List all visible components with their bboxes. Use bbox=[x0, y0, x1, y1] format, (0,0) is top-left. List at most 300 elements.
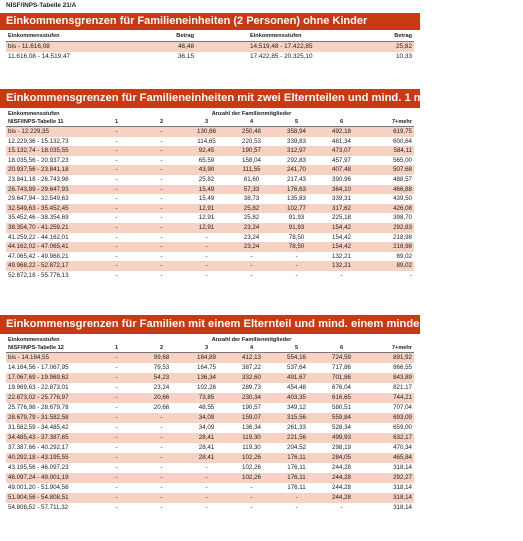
amount-cell: 407,48 bbox=[332, 166, 351, 174]
amount-cell: 23,24 bbox=[243, 233, 260, 241]
amount-cell: 707,04 bbox=[393, 403, 412, 411]
column-header: 7+mehr bbox=[391, 119, 412, 125]
amount-cell: 632,17 bbox=[393, 433, 412, 441]
amount-cell: 20,66 bbox=[153, 403, 170, 411]
amount-cell: - bbox=[115, 423, 118, 431]
table-row bbox=[6, 353, 414, 363]
amount-cell: 25,82 bbox=[396, 43, 412, 50]
amount-cell: - bbox=[115, 175, 118, 183]
amount-cell: - bbox=[115, 252, 118, 260]
amount-cell: - bbox=[250, 493, 253, 501]
amount-cell: 312,97 bbox=[287, 147, 306, 155]
amount-cell: 136,34 bbox=[242, 423, 261, 431]
amount-cell: 28,41 bbox=[198, 443, 215, 451]
amount-cell: 221,56 bbox=[287, 433, 306, 441]
amount-cell: 12,91 bbox=[198, 214, 215, 222]
amount-cell: - bbox=[160, 463, 163, 471]
amount-cell: 15,49 bbox=[198, 195, 215, 203]
amount-cell: 176,11 bbox=[287, 463, 306, 471]
amount-cell: - bbox=[160, 137, 163, 145]
amount-cell: 398,70 bbox=[393, 214, 412, 222]
table-row bbox=[6, 413, 414, 423]
amount-cell: 364,10 bbox=[332, 185, 351, 193]
amount-cell: - bbox=[115, 503, 118, 511]
amount-cell: 843,89 bbox=[393, 373, 412, 381]
amount-cell: 244,28 bbox=[332, 493, 351, 501]
amount-cell: 289,73 bbox=[242, 383, 261, 391]
amount-cell: 164,75 bbox=[197, 363, 216, 371]
income-range-cell: 38.354,70 - 41.259,21 bbox=[8, 223, 69, 231]
amount-cell: 465,84 bbox=[393, 453, 412, 461]
amount-cell: - bbox=[250, 252, 253, 260]
table-row bbox=[6, 453, 414, 463]
amount-cell: 102,26 bbox=[197, 383, 216, 391]
column-header: 4 bbox=[249, 119, 254, 125]
amount-cell: - bbox=[295, 262, 298, 270]
amount-cell: 65,59 bbox=[198, 156, 215, 164]
amount-cell: 554,16 bbox=[287, 353, 306, 361]
table-row bbox=[6, 393, 414, 403]
section2-body bbox=[6, 127, 414, 281]
income-range-cell: 54.808,52 - 57.711,32 bbox=[8, 503, 69, 511]
amount-cell: - bbox=[115, 156, 118, 164]
amount-cell: - bbox=[409, 271, 412, 279]
amount-cell: 92,45 bbox=[198, 147, 215, 155]
table-row bbox=[6, 156, 414, 166]
amount-cell: - bbox=[160, 156, 163, 164]
amount-cell: - bbox=[160, 195, 163, 203]
amount-cell: 439,50 bbox=[393, 195, 412, 203]
income-range-cell: 32.549,63 - 35.452,45 bbox=[8, 204, 69, 212]
income-range-cell: 28.679,79 - 31.582,58 bbox=[8, 413, 69, 421]
amount-cell: - bbox=[160, 423, 163, 431]
amount-cell: 317,62 bbox=[332, 204, 351, 212]
range-cell: 11.616,08 - 14.519,47 bbox=[8, 53, 71, 60]
amount-cell: 28,41 bbox=[198, 433, 215, 441]
amount-cell: 91,93 bbox=[288, 223, 305, 231]
amount-cell: 176,63 bbox=[287, 185, 306, 193]
range-cell: 17.422,85 - 20.325,10 bbox=[250, 53, 313, 60]
amount-cell: 190,57 bbox=[242, 403, 261, 411]
table-row bbox=[6, 443, 414, 453]
amount-cell: 565,00 bbox=[393, 156, 412, 164]
amount-cell: 499,93 bbox=[332, 433, 351, 441]
amount-cell: - bbox=[160, 223, 163, 231]
income-range-cell: 49.968,22 - 52.872,17 bbox=[8, 262, 69, 270]
amount-cell: 132,21 bbox=[332, 252, 351, 260]
income-range-cell: 12.229,36 - 15.132,73 bbox=[8, 137, 69, 145]
amount-cell: 89,02 bbox=[396, 262, 412, 270]
amount-cell: 73,85 bbox=[198, 393, 215, 401]
amount-cell: 426,08 bbox=[393, 204, 412, 212]
amount-cell: - bbox=[340, 503, 343, 511]
amount-cell: - bbox=[115, 195, 118, 203]
table-row bbox=[6, 165, 414, 175]
amount-cell: - bbox=[115, 473, 118, 481]
amount-cell: - bbox=[160, 214, 163, 222]
amount-cell: - bbox=[115, 443, 118, 451]
section2-table bbox=[6, 110, 414, 281]
income-range-cell: 40.292,18 - 43.195,55 bbox=[8, 453, 69, 461]
amount-cell: 315,56 bbox=[287, 413, 306, 421]
amount-cell: 261,33 bbox=[287, 423, 306, 431]
table-row bbox=[6, 503, 414, 513]
amount-cell: 217,43 bbox=[287, 175, 306, 183]
amount-cell: - bbox=[205, 252, 208, 260]
amount-cell: 244,28 bbox=[332, 473, 351, 481]
amount-cell: 866,55 bbox=[393, 363, 412, 371]
amount-cell: - bbox=[205, 233, 208, 241]
amount-cell: 48,55 bbox=[198, 403, 215, 411]
amount-cell: - bbox=[160, 443, 163, 451]
income-range-cell: 25.776,98 - 28.679,78 bbox=[8, 403, 69, 411]
amount-cell: - bbox=[115, 166, 118, 174]
column-header: 4 bbox=[249, 344, 254, 351]
header-members: Anzahl der Familienmitglieder bbox=[211, 336, 292, 343]
amount-cell: 250,48 bbox=[242, 128, 261, 135]
amount-cell: - bbox=[205, 503, 208, 511]
amount-cell: 241,70 bbox=[287, 166, 306, 174]
amount-cell: 34,09 bbox=[198, 423, 215, 431]
amount-cell: - bbox=[205, 463, 208, 471]
amount-cell: 57,33 bbox=[243, 185, 260, 193]
amount-cell: 119,30 bbox=[242, 443, 261, 451]
amount-cell: 659,00 bbox=[393, 423, 412, 431]
income-range-cell: 47.065,42 - 49.968,21 bbox=[8, 252, 69, 260]
amount-cell: 457,97 bbox=[332, 156, 351, 164]
document-header: NISF/INPS-Tabelle 21/A bbox=[6, 2, 77, 9]
amount-cell: 454,48 bbox=[287, 383, 306, 391]
amount-cell: 28,41 bbox=[198, 453, 215, 461]
income-range-cell: 44.162,02 - 47.065,41 bbox=[8, 243, 69, 251]
amount-cell: 619,75 bbox=[393, 128, 412, 135]
table-row bbox=[6, 194, 414, 204]
section3-header-row-2 bbox=[6, 344, 414, 353]
amount-cell: 693,09 bbox=[393, 413, 412, 421]
income-range-cell: 14.164,56 - 17.067,95 bbox=[8, 363, 69, 371]
amount-cell: 528,34 bbox=[332, 423, 351, 431]
header-amount-a: Betrag bbox=[176, 33, 194, 39]
income-range-cell: 29.647,94 - 32.549,63 bbox=[8, 195, 69, 203]
amount-cell: 318,14 bbox=[393, 483, 412, 491]
amount-cell: 184,89 bbox=[197, 353, 216, 361]
header-income-levels: Einkommensstufen bbox=[8, 336, 60, 343]
amount-cell: 54,23 bbox=[153, 373, 170, 381]
header-members: Anzahl der Familienmitglieder bbox=[211, 111, 292, 117]
amount-cell: 136,34 bbox=[197, 373, 216, 381]
amount-cell: 135,83 bbox=[287, 195, 306, 203]
amount-cell: 358,94 bbox=[287, 128, 306, 135]
amount-cell: 507,68 bbox=[393, 166, 412, 174]
amount-cell: - bbox=[115, 214, 118, 222]
amount-cell: 491,67 bbox=[287, 373, 306, 381]
amount-cell: - bbox=[115, 262, 118, 270]
amount-cell: - bbox=[160, 128, 163, 135]
amount-cell: 36,15 bbox=[178, 53, 194, 60]
table-row bbox=[6, 463, 414, 473]
amount-cell: - bbox=[295, 252, 298, 260]
amount-cell: - bbox=[160, 166, 163, 174]
amount-cell: 111,55 bbox=[242, 166, 261, 174]
income-range-cell: 15.132,74 - 18.035,55 bbox=[8, 147, 69, 155]
amount-cell: 10,33 bbox=[396, 53, 412, 60]
amount-cell: - bbox=[115, 147, 118, 155]
amount-cell: 244,28 bbox=[332, 483, 351, 491]
income-range-cell: 20.937,56 - 23.841,18 bbox=[8, 166, 69, 174]
amount-cell: 744,21 bbox=[393, 393, 412, 401]
amount-cell: 102,26 bbox=[242, 463, 261, 471]
amount-cell: - bbox=[160, 185, 163, 193]
amount-cell: 701,86 bbox=[332, 373, 351, 381]
amount-cell: - bbox=[115, 363, 118, 371]
amount-cell: 89,02 bbox=[396, 252, 412, 260]
section1-row bbox=[6, 42, 414, 52]
table-label: NISF/INPS-Tabelle 11 bbox=[8, 119, 64, 125]
amount-cell: 158,04 bbox=[242, 156, 261, 164]
amount-cell: 292,83 bbox=[393, 223, 412, 231]
amount-cell: 20,66 bbox=[153, 393, 170, 401]
table-row bbox=[6, 261, 414, 271]
income-range-cell: 34.485,43 - 37.387,65 bbox=[8, 433, 69, 441]
table-row bbox=[6, 363, 414, 373]
amount-cell: 676,04 bbox=[332, 383, 351, 391]
amount-cell: 91,93 bbox=[288, 214, 305, 222]
column-header: 1 bbox=[114, 344, 119, 351]
amount-cell: 38,73 bbox=[243, 195, 260, 203]
amount-cell: - bbox=[160, 271, 163, 279]
amount-cell: - bbox=[160, 433, 163, 441]
amount-cell: - bbox=[295, 503, 298, 511]
amount-cell: - bbox=[205, 473, 208, 481]
amount-cell: 387,22 bbox=[242, 363, 261, 371]
amount-cell: 318,14 bbox=[393, 463, 412, 471]
range-cell: 14.519,48 - 17.422,85 bbox=[250, 43, 313, 50]
amount-cell: - bbox=[250, 483, 253, 491]
amount-cell: 25,82 bbox=[243, 214, 260, 222]
amount-cell: 492,18 bbox=[332, 128, 351, 135]
amount-cell: 102,26 bbox=[242, 453, 261, 461]
column-header: 7+mehr bbox=[391, 344, 412, 351]
table-label: NISF/INPS-Tabelle 12 bbox=[8, 344, 64, 351]
amount-cell: 12,91 bbox=[198, 204, 215, 212]
amount-cell: 79,53 bbox=[153, 363, 170, 371]
amount-cell: 23,24 bbox=[153, 383, 170, 391]
table-row bbox=[6, 204, 414, 214]
amount-cell: - bbox=[205, 493, 208, 501]
amount-cell: - bbox=[160, 233, 163, 241]
amount-cell: 176,11 bbox=[287, 473, 306, 481]
table-row bbox=[6, 433, 414, 443]
amount-cell: 218,98 bbox=[393, 243, 412, 251]
amount-cell: 176,11 bbox=[287, 483, 306, 491]
income-range-cell: 22.873,02 - 25.776,97 bbox=[8, 393, 69, 401]
income-range-cell: 35.452,46 - 38.354,69 bbox=[8, 214, 69, 222]
amount-cell: 339,83 bbox=[287, 137, 306, 145]
table-row bbox=[6, 233, 414, 243]
column-header: 3 bbox=[204, 119, 209, 125]
table-row bbox=[6, 146, 414, 156]
amount-cell: 230,34 bbox=[242, 393, 261, 401]
amount-cell: 584,11 bbox=[393, 147, 412, 155]
income-range-cell: 37.387,66 - 40.292,17 bbox=[8, 443, 69, 451]
amount-cell: 481,34 bbox=[332, 137, 351, 145]
table-row bbox=[6, 242, 414, 252]
table-row bbox=[6, 383, 414, 393]
header-range-b: Einkommensstufen bbox=[250, 33, 302, 39]
table-row bbox=[6, 137, 414, 147]
amount-cell: 390,96 bbox=[332, 175, 351, 183]
column-header: 6 bbox=[339, 344, 344, 351]
amount-cell: 284,05 bbox=[332, 453, 351, 461]
amount-cell: - bbox=[205, 271, 208, 279]
column-header: 2 bbox=[159, 344, 164, 351]
section1-row bbox=[6, 52, 414, 62]
amount-cell: - bbox=[160, 453, 163, 461]
table-row bbox=[6, 493, 414, 503]
column-header: 3 bbox=[204, 344, 209, 351]
table-row bbox=[6, 373, 414, 383]
amount-cell: - bbox=[250, 271, 253, 279]
amount-cell: 580,51 bbox=[332, 403, 351, 411]
amount-cell: - bbox=[250, 262, 253, 270]
amount-cell: - bbox=[115, 128, 118, 135]
amount-cell: - bbox=[115, 353, 118, 361]
income-range-cell: 43.195,56 - 46.097,23 bbox=[8, 463, 69, 471]
amount-cell: - bbox=[205, 483, 208, 491]
amount-cell: 159,07 bbox=[242, 413, 261, 421]
amount-cell: 176,11 bbox=[287, 453, 306, 461]
amount-cell: - bbox=[115, 433, 118, 441]
amount-cell: 298,19 bbox=[332, 443, 351, 451]
amount-cell: 717,86 bbox=[332, 363, 351, 371]
amount-cell: 154,42 bbox=[332, 243, 351, 251]
amount-cell: 130,66 bbox=[197, 128, 216, 135]
section1-header-row bbox=[6, 32, 414, 42]
table-row bbox=[6, 483, 414, 493]
table-row bbox=[6, 175, 414, 185]
amount-cell: 891,92 bbox=[393, 353, 412, 361]
amount-cell: 244,28 bbox=[332, 463, 351, 471]
amount-cell: 349,12 bbox=[287, 403, 306, 411]
income-range-cell: 26.743,99 - 29.647,93 bbox=[8, 185, 69, 193]
section3-body bbox=[6, 353, 414, 513]
amount-cell: - bbox=[160, 413, 163, 421]
amount-cell: 34,09 bbox=[198, 413, 215, 421]
amount-cell: - bbox=[115, 393, 118, 401]
amount-cell: 43,90 bbox=[198, 166, 215, 174]
column-header: 5 bbox=[294, 119, 299, 125]
amount-cell: 218,98 bbox=[393, 233, 412, 241]
amount-cell: - bbox=[160, 243, 163, 251]
amount-cell: 220,53 bbox=[242, 137, 261, 145]
amount-cell: - bbox=[205, 243, 208, 251]
income-range-cell: 18.035,56 - 20.937,23 bbox=[8, 156, 69, 164]
amount-cell: 616,65 bbox=[332, 393, 351, 401]
amount-cell: - bbox=[115, 223, 118, 231]
amount-cell: - bbox=[160, 473, 163, 481]
amount-cell: - bbox=[160, 175, 163, 183]
section2-header-row-2 bbox=[6, 118, 414, 127]
income-range-cell: 51.904,56 - 54.808,51 bbox=[8, 493, 69, 501]
header-amount-b: Betrag bbox=[394, 33, 412, 39]
amount-cell: 46,48 bbox=[178, 43, 194, 50]
table-row bbox=[6, 423, 414, 433]
amount-cell: 318,14 bbox=[393, 493, 412, 501]
amount-cell: 15,49 bbox=[198, 185, 215, 193]
amount-cell: 154,42 bbox=[332, 233, 351, 241]
amount-cell: 537,64 bbox=[287, 363, 306, 371]
table-row bbox=[6, 473, 414, 483]
amount-cell: - bbox=[160, 252, 163, 260]
amount-cell: 81,60 bbox=[243, 175, 260, 183]
amount-cell: - bbox=[115, 185, 118, 193]
income-range-cell: 19.969,63 - 22.873,01 bbox=[8, 383, 69, 391]
amount-cell: - bbox=[160, 147, 163, 155]
income-range-cell: 46.097,24 - 49.001,19 bbox=[8, 473, 69, 481]
amount-cell: 292,27 bbox=[393, 473, 412, 481]
header-income-levels: Einkommensstufen bbox=[8, 111, 60, 117]
table-row bbox=[6, 252, 414, 262]
column-header: 6 bbox=[339, 119, 344, 125]
table-row bbox=[6, 403, 414, 413]
income-range-cell: 23.841,18 - 26.743,98 bbox=[8, 175, 69, 183]
amount-cell: 470,34 bbox=[393, 443, 412, 451]
income-range-cell: bis - 12.229,35 bbox=[8, 128, 49, 135]
table-row bbox=[6, 271, 414, 281]
amount-cell: 332,60 bbox=[242, 373, 261, 381]
amount-cell: - bbox=[160, 262, 163, 270]
amount-cell: 724,59 bbox=[332, 353, 351, 361]
amount-cell: 318,14 bbox=[393, 503, 412, 511]
section3-table bbox=[6, 336, 414, 513]
section2-header-row-1 bbox=[6, 110, 414, 118]
amount-cell: - bbox=[115, 463, 118, 471]
range-cell: bis - 11.616,08 bbox=[8, 43, 50, 50]
amount-cell: 339,31 bbox=[332, 195, 351, 203]
income-range-cell: 41.259,22 - 44.162,01 bbox=[8, 233, 69, 241]
amount-cell: - bbox=[115, 413, 118, 421]
amount-cell: 559,84 bbox=[332, 413, 351, 421]
amount-cell: - bbox=[115, 271, 118, 279]
amount-cell: - bbox=[160, 503, 163, 511]
amount-cell: - bbox=[160, 483, 163, 491]
table-row bbox=[6, 223, 414, 233]
amount-cell: 473,07 bbox=[332, 147, 351, 155]
amount-cell: - bbox=[115, 373, 118, 381]
amount-cell: 23,24 bbox=[243, 223, 260, 231]
income-range-cell: 31.582,59 - 34.485,42 bbox=[8, 423, 69, 431]
amount-cell: - bbox=[115, 453, 118, 461]
amount-cell: 821,17 bbox=[393, 383, 412, 391]
column-header: 5 bbox=[294, 344, 299, 351]
amount-cell: - bbox=[115, 204, 118, 212]
amount-cell: - bbox=[295, 271, 298, 279]
amount-cell: - bbox=[250, 503, 253, 511]
section3-header-row-1 bbox=[6, 336, 414, 344]
amount-cell: - bbox=[115, 483, 118, 491]
section1-title-band: Einkommensgrenzen für Familieneinheiten (2 Personen) ohne Kinder bbox=[0, 13, 420, 30]
table-row bbox=[6, 185, 414, 195]
amount-cell: - bbox=[340, 271, 343, 279]
amount-cell: - bbox=[115, 243, 118, 251]
income-range-cell: 52.872,18 - 55.776,13 bbox=[8, 271, 69, 279]
amount-cell: 488,57 bbox=[393, 175, 412, 183]
amount-cell: 99,68 bbox=[153, 353, 170, 361]
income-range-cell: 49.001,20 - 51.904,56 bbox=[8, 483, 69, 491]
amount-cell: 190,57 bbox=[242, 147, 261, 155]
amount-cell: 132,21 bbox=[332, 262, 351, 270]
amount-cell: - bbox=[295, 493, 298, 501]
